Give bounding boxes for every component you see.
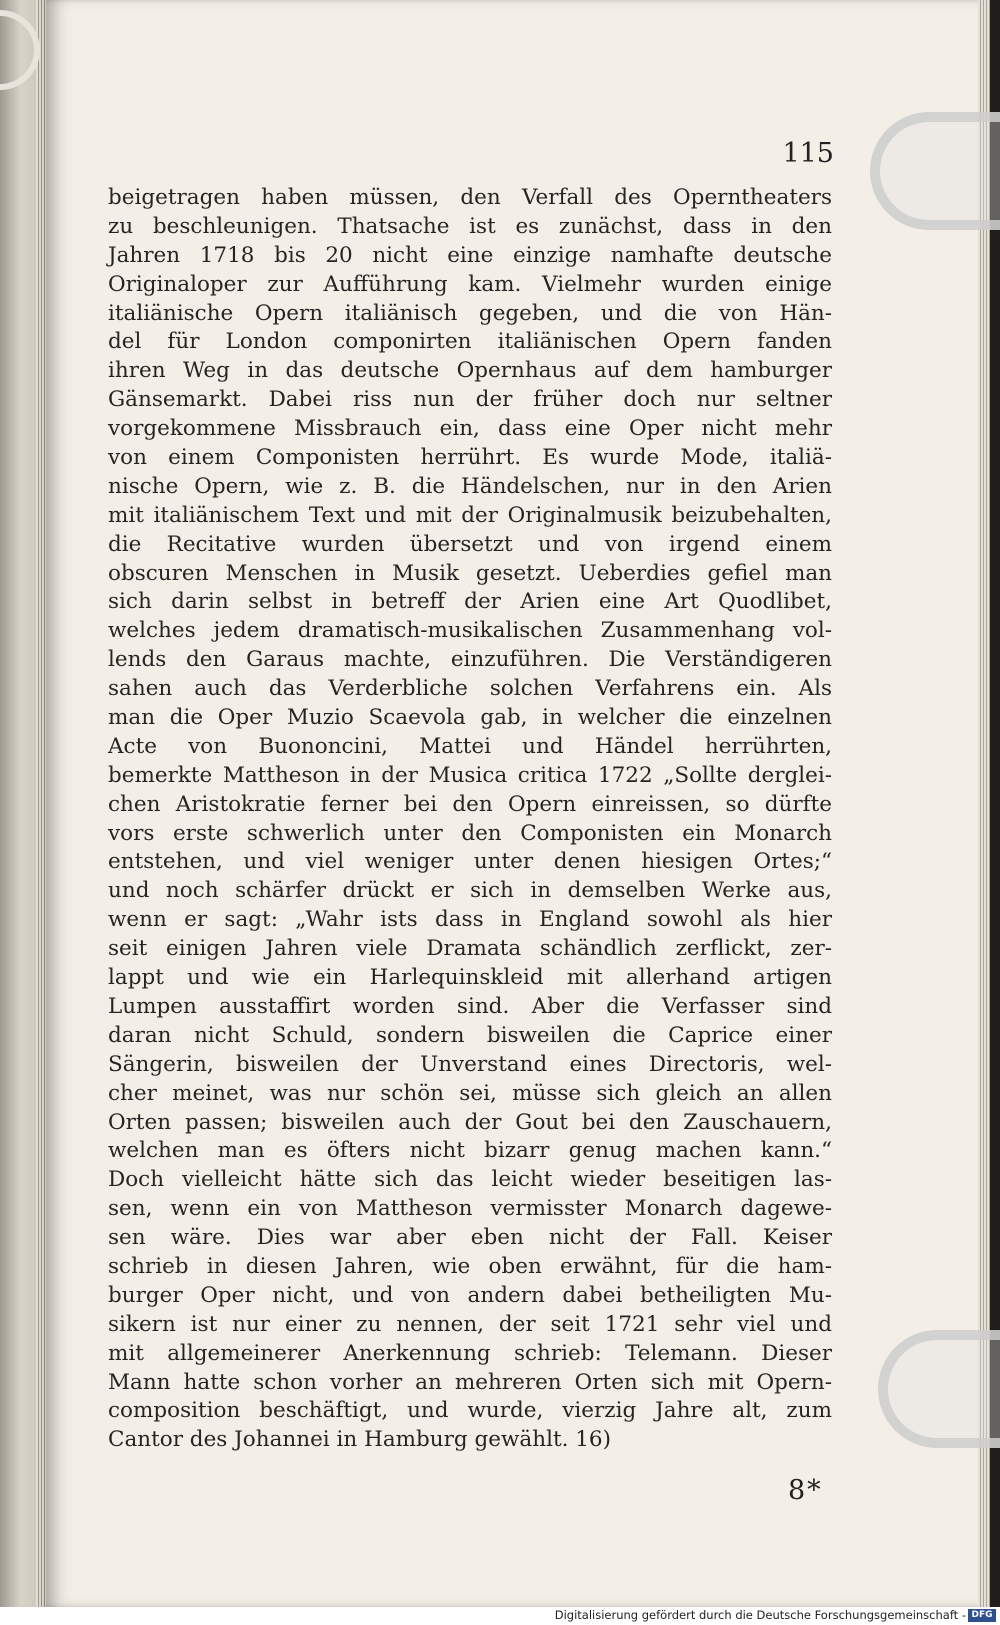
text-line: Mann hatte schon vorher an mehreren Orten sich mit Opern- — [108, 1369, 832, 1395]
text-line: Gänsemarkt. Dabei riss nun der früher doch nur seltner — [108, 387, 832, 413]
text-line: schrieb in diesen Jahren, wie oben erwähnt, für die ham- — [108, 1253, 832, 1279]
text-line: Acte von Buononcini, Mattei und Händel herrührten, — [108, 733, 832, 759]
bottom-page-clip — [878, 1330, 1000, 1448]
text-line: obscuren Menschen in Musik gesetzt. Ueberdies gefiel man — [108, 560, 832, 586]
text-line: del für London componirten italiänischen Opern fanden — [108, 329, 832, 355]
text-line: Cantor des Johannei in Hamburg gewählt. 16) — [108, 1427, 612, 1453]
text-line: und noch schärfer drückt er sich in demselben Werke aus, — [108, 878, 832, 904]
text-line: welchen man es öfters nicht bizarr genug machen kann.“ — [108, 1138, 832, 1164]
dfg-logo: DFG — [968, 1609, 996, 1622]
text-line: daran nicht Schuld, sondern bisweilen die Caprice einer — [108, 1022, 832, 1048]
text-line: bemerkte Mattheson in der Musica critica 1722 „Sollte derglei- — [108, 762, 832, 788]
text-line: vorgekommene Missbrauch ein, dass eine Oper nicht mehr — [108, 416, 832, 442]
left-page-stack — [36, 0, 46, 1607]
text-line: zu beschleunigen. Thatsache ist es zunächst, dass in den — [108, 213, 832, 239]
text-line: wenn er sagt: „Wahr ists dass in England sowohl als hier — [108, 907, 832, 933]
text-line: die Recitative wurden übersetzt und von irgend einem — [108, 531, 832, 557]
text-line: sich darin selbst in betreff der Arien eine Art Quodlibet, — [108, 589, 832, 615]
text-line: nische Opern, wie z. B. die Händelschen, nur in den Arien — [108, 473, 832, 499]
page-number: 115 — [782, 138, 834, 169]
text-line: lappt und wie ein Harlequinskleid mit allerhand artigen — [108, 965, 832, 991]
text-line: vors erste schwerlich unter den Componisten ein Monarch — [108, 820, 832, 846]
text-line: lends den Garaus machte, einzuführen. Die Verständigeren — [108, 647, 832, 673]
text-line: Lumpen ausstaffirt worden sind. Aber die Verfasser sind — [108, 993, 832, 1019]
text-line: von einem Componisten herrührt. Es wurde Mode, italiä- — [108, 445, 832, 471]
signature-mark: 8* — [788, 1475, 823, 1506]
digitization-credit: Digitalisierung gefördert durch die Deutsche Forschungsgemeinschaft - — [554, 1608, 966, 1622]
text-line: sen wäre. Dies war aber eben nicht der Fall. Keiser — [108, 1225, 832, 1251]
text-line: Jahren 1718 bis 20 nicht eine einzige namhafte deutsche — [108, 242, 832, 268]
top-page-clip — [870, 112, 1000, 230]
text-line: man die Oper Muzio Scaevola gab, in welcher die einzelnen — [108, 705, 832, 731]
text-line: mit allgemeinerer Anerkennung schrieb: Telemann. Dieser — [108, 1340, 832, 1366]
text-line: chen Aristokratie ferner bei den Opern einreissen, so dürfte — [108, 791, 832, 817]
text-line: Originaloper zur Aufführung kam. Vielmehr wurden einige — [108, 271, 832, 297]
text-line: Orten passen; bisweilen auch der Gout bei den Zauschauern, — [108, 1109, 832, 1135]
text-line: Sängerin, bisweilen der Unverstand eines Directoris, wel- — [108, 1051, 832, 1077]
text-line: composition beschäftigt, und wurde, vierzig Jahre alt, zum — [108, 1398, 832, 1424]
text-line: seit einigen Jahren viele Dramata schändlich zerflickt, zer- — [108, 936, 832, 962]
text-line: welches jedem dramatisch-musikalischen Zusammenhang vol- — [108, 618, 832, 644]
text-line: ihren Weg in das deutsche Opernhaus auf dem hamburger — [108, 358, 832, 384]
body-text — [108, 184, 832, 1455]
text-line: sen, wenn ein von Mattheson vermisster Monarch dagewe- — [108, 1196, 832, 1222]
footer-bar — [0, 1607, 1000, 1625]
text-line: sikern ist nur einer zu nennen, der seit 1721 sehr viel und — [108, 1311, 832, 1337]
text-line: sahen auch das Verderbliche solchen Verfahrens ein. Als — [108, 676, 832, 702]
text-line: cher meinet, was nur schön sei, müsse sich gleich an allen — [108, 1080, 832, 1106]
text-line: Doch vielleicht hätte sich das leicht wieder beseitigen las- — [108, 1167, 832, 1193]
text-line: burger Oper nicht, und von andern dabei betheiligten Mu- — [108, 1282, 832, 1308]
text-line: entstehen, und viel weniger unter denen hiesigen Ortes;“ — [108, 849, 832, 875]
text-line: mit italiänischem Text und mit der Originalmusik beizubehalten, — [108, 502, 832, 528]
text-line: beigetragen haben müssen, den Verfall des Operntheaters — [108, 185, 832, 210]
text-line: italiänische Opern italiänisch gegeben, und die von Hän- — [108, 300, 832, 326]
